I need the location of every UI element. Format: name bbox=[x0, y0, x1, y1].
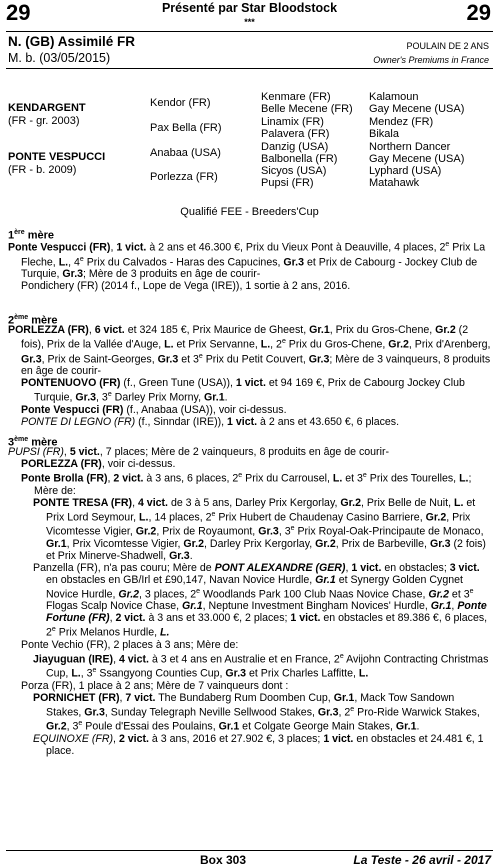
pedigree-gen3: Sicyos (USA) bbox=[261, 165, 327, 177]
footer-box: Box 303 bbox=[200, 853, 247, 867]
pedigree-gen4: Gay Mecene (USA) bbox=[369, 153, 465, 165]
pedigree-gen3: Kenmare (FR) bbox=[261, 91, 331, 103]
section-heading-2: 2ème mère bbox=[8, 314, 58, 327]
sire-info: (FR - gr. 2003) bbox=[8, 115, 80, 127]
owner-premium: Owner's Premiums in France bbox=[373, 55, 489, 65]
section-3-text: PUPSI (FR), 5 vict., 7 places; Mère de 2 vainqueurs, 8 produits en âge de courir- PORLEZZA (FR), voir ci-dessus. Ponte Brolla (FR), 2 vict. à 3 ans, 6 places, 2e Prix du Carrousel, L. et 3e Prix des Tourelles, L.; Mère de: PONTE TRESA (FR), 4 vict. de 3 à 5 ans, Darley Prix Kergorlay, Gr.2, Prix Belle de Nuit, L. et Prix Lord Seymour, L., 14 places, 2e Prix Hubert de Chaudenay Casino Barriere, Gr.2, Prix Vicomtesse Vigier, Gr.2, Prix de Royaumont, Gr.3, 3e Prix Royal-Oak-Principaute de Monaco, Gr.1, Prix Vicomtesse Vigier, Gr.2, Darley Prix Kergorlay, Gr.2, Prix de Barbeville, Gr.3 (2 fois) et Prix Minerve-Shadwell, Gr.3. Panzella (FR), n'a pas couru; Mère de PONT ALEXANDRE (GER), 1 vict. en obstacles; 3 vict. en obstacles en GB/Irl et £90,147, Navan Novice Hurdle, Gr.1 et Synergy Golden Cygnet Novice Hurdle, Gr.2, 3 places, 2e Woodlands Park 100 Club Naas Novice Chase, Gr.2 et 3e Flogas Scalp Novice Chase, Gr.1, Neptune Investment Bingham Novices' Hurdle, Gr.1, Ponte Fortune (FR), 2 vict. à 3 ans et 33.000 €, 2 places; 1 vict. en obstacles et 89.386 €, 6 places, 2e Prix Melanos Hurdle, L. Ponte Vechio (FR), 2 places à 3 ans; Mère de: Jiayuguan (IRE), 4 vict. à 3 et 4 ans en Australie et en France, 2e Avijohn Contracting Christmas Cup, L., 3e Ssangyong Counties Cup, Gr.3 et Prix Charles Laffitte, L. Porza (FR), 1 place à 2 ans; Mère de 7 vainqueurs dont : PORNICHET (FR), 7 vict. The Bundaberg Rum Doomben Cup, Gr.1, Mack Tow Sandown Stakes, Gr.3, Sunday Telegraph Neville Sellwood Stakes, Gr.3, 2e Pro-Ride Warwick Stakes, Gr.2, 3e Poule d'Essai des Poulains, Gr.1 et Colgate George Main Stakes, Gr.1. EQUINOXE (FR), 2 vict. à 3 ans, 2016 et 27.902 €, 3 places; 1 vict. en obstacles et 24.481 €, 1 place. bbox=[8, 446, 489, 757]
pedigree-gen3: Palavera (FR) bbox=[261, 128, 330, 140]
horse-name: N. (GB) Assimilé FR bbox=[8, 34, 136, 49]
header-rule bbox=[6, 31, 493, 32]
horse-rule bbox=[6, 68, 493, 69]
pedigree-gen4: Matahawk bbox=[369, 177, 420, 189]
pedigree-gen4: Lyphard (USA) bbox=[369, 165, 442, 177]
stars-line: *** bbox=[244, 17, 255, 27]
pedigree-gen3: Danzig (USA) bbox=[261, 141, 329, 153]
pedigree-gen4: Northern Dancer bbox=[369, 141, 451, 153]
pedigree-gen3: Belle Mecene (FR) bbox=[261, 103, 353, 115]
dam-info: (FR - b. 2009) bbox=[8, 164, 77, 176]
lot-number-right: 29 bbox=[466, 0, 491, 25]
pedigree-gen2: Kendor (FR) bbox=[150, 97, 211, 109]
pedigree-gen3: Linamix (FR) bbox=[261, 116, 324, 128]
pedigree-gen3: Pupsi (FR) bbox=[261, 177, 314, 189]
horse-type: POULAIN DE 2 ANS bbox=[406, 41, 489, 51]
footer-rule bbox=[6, 850, 493, 851]
dam-entry: Ponte Vespucci (FR), 1 vict. à 2 ans et 46.300 €, Prix du Vieux Pont à Deauville, 4 places, 2e Prix La Fleche, L., 4e Prix du Calvados - Haras des Capucines, Gr.3 et Prix de Cabourg - Jockey Club de Turquie, Gr.3; Mère de 3 produits en âge de courir- bbox=[8, 241, 486, 281]
section-2-text: PORLEZZA (FR), 6 vict. et 324 185 €, Prix Maurice de Gheest, Gr.1, Prix du Gros-Chene, Gr.2 (2 fois), Prix de la Vallée d'Auge, L. et Prix Servanne, L., 2e Prix du Gros-Chene, Gr.2, Prix d'Arenberg, Gr.3, Prix de Saint-Georges, Gr.3 et 3e Prix du Petit Couvert, Gr.3; Mère de 3 vainqueurs, 8 produits en âge de courir- PONTENUOVO (FR) (f., Green Tune (USA)), 1 vict. et 94 169 €, Prix de Cabourg Jockey Club Turquie, Gr.3, 3e Darley Prix Morny, Gr.1. Ponte Vespucci (FR) (f., Anabaa (USA)), voir ci-dessus. PONTE DI LEGNO (FR) (f., Sinndar (IRE)), 1 vict. à 2 ans et 43.650 €, 6 places. bbox=[8, 324, 491, 428]
pedigree-gen4: Mendez (FR) bbox=[369, 116, 434, 128]
produce-entry: Pondichery (FR) (2014 f., Lope de Vega (IRE)), 1 sortie à 2 ans, 2016. bbox=[21, 280, 351, 293]
section-heading-3: 3ème mère bbox=[8, 436, 58, 449]
pedigree-gen4: Bikala bbox=[369, 128, 399, 140]
sire-name: KENDARGENT bbox=[8, 102, 86, 114]
lot-number-left: 29 bbox=[6, 0, 31, 25]
section-1-text bbox=[8, 239, 491, 292]
pedigree-gen2: Porlezza (FR) bbox=[150, 171, 218, 183]
pedigree-gen2: Anabaa (USA) bbox=[150, 147, 221, 159]
pedigree-gen4: Gay Mecene (USA) bbox=[369, 103, 465, 115]
pedigree-gen4: Kalamoun bbox=[369, 91, 419, 103]
horse-details: M. b. (03/05/2015) bbox=[8, 51, 111, 65]
pedigree-gen2: Pax Bella (FR) bbox=[150, 122, 222, 134]
pedigree-gen3: Balbonella (FR) bbox=[261, 153, 338, 165]
dam-name: PONTE VESPUCCI bbox=[8, 151, 106, 163]
presenter-line: Présenté par Star Bloodstock bbox=[161, 1, 338, 15]
section-heading-1: 1ère mère bbox=[8, 229, 54, 242]
footer-sale: La Teste - 26 avril - 2017 bbox=[353, 853, 491, 867]
qualifie-line: Qualifié FEE - Breeders'Cup bbox=[180, 206, 319, 218]
